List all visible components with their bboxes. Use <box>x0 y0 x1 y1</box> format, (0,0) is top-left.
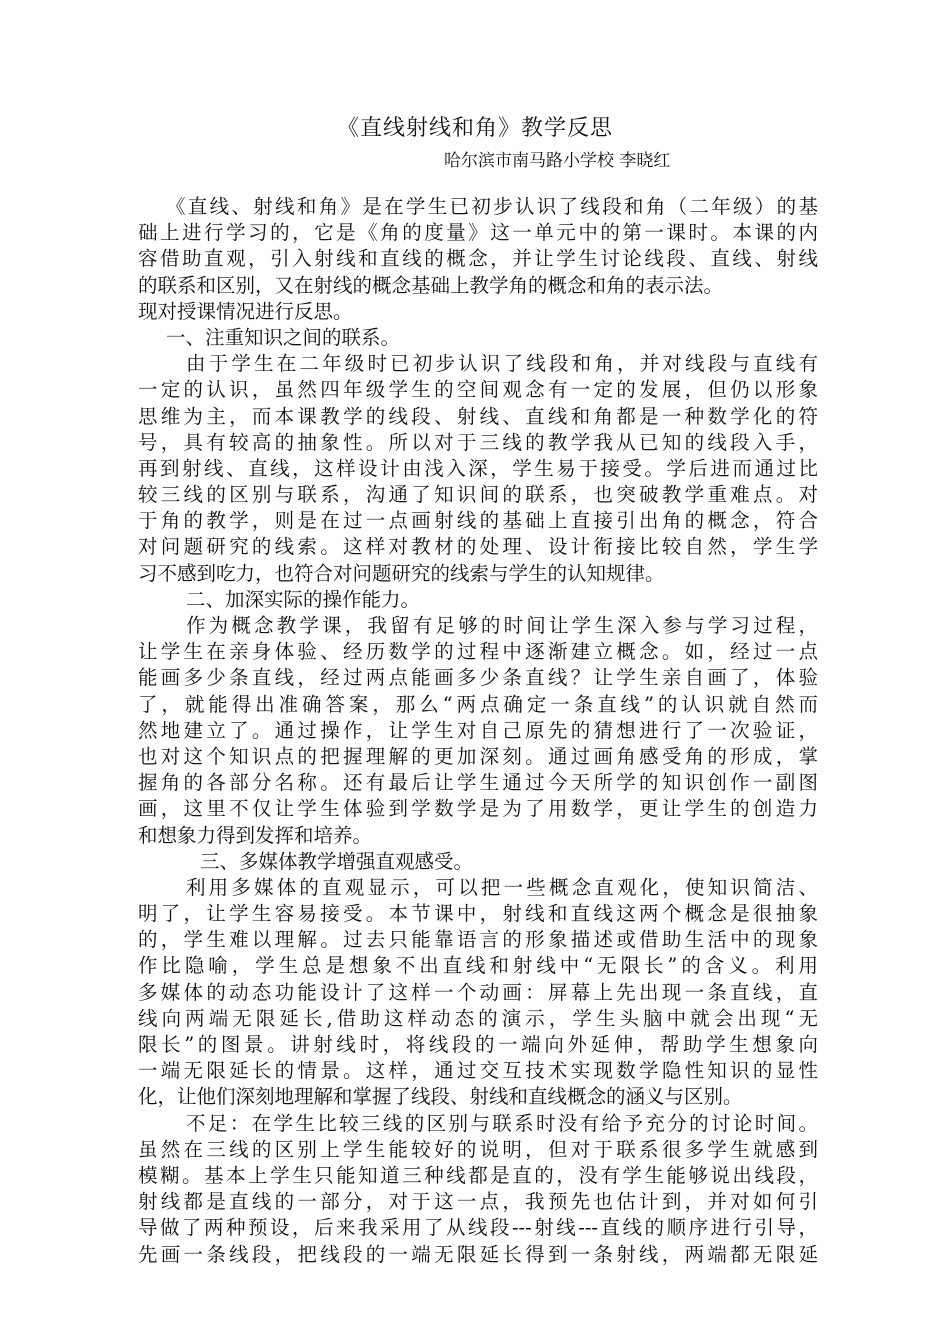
text-line: 虽然在三线的区别上学生能较好的说明，但对于联系很多学生就感到 <box>138 1137 818 1161</box>
text-line: 容借助直观，引入射线和直线的概念，并让学生讨论线段、直线、射线 <box>138 247 818 271</box>
text-line: 然地建立了。通过操作，让学生对自己原先的猜想进行了一次验证， <box>138 718 818 742</box>
text-line: 先画一条线段，把线段的一端无限延长得到一条射线，两端都无限延 <box>138 1242 818 1266</box>
text-line: 化，让他们深刻地理解和掌握了线段、射线和直线概念的涵义与区别。 <box>138 1085 743 1109</box>
text-line: 现对授课情况进行反思。 <box>138 299 353 323</box>
text-line: 限长”的图景。讲射线时，将线段的一端向外延伸，帮助学生想象向 <box>138 1033 818 1056</box>
document-body <box>138 194 818 1268</box>
text-line: 能画多少条直线，经过两点能画多少条直线？让学生亲自画了，体验 <box>138 666 818 690</box>
text-line: 由于学生在二年级时已初步认识了线段和角，并对线段与直线有 <box>186 352 818 376</box>
text-line: 不足：在学生比较三线的区别与联系时没有给予充分的讨论时间。 <box>186 1111 818 1135</box>
text-line: 较三线的区别与联系，沟通了知识间的联系，也突破教学重难点。对 <box>138 483 818 507</box>
text-line: 射线都是直线的一部分，对于这一点，我预先也估计到，并对如何引 <box>138 1190 818 1214</box>
text-line: 《直线、射线和角》是在学生已初步认识了线段和角（二年级）的基 <box>166 195 818 218</box>
text-line: 作为概念教学课，我留有足够的时间让学生深入参与学习过程， <box>186 614 818 637</box>
text-line: 利用多媒体的直观显示，可以把一些概念直观化，使知识简洁、 <box>186 875 818 899</box>
author-byline: 哈尔滨市南马路小学校 李晓红 <box>444 151 671 171</box>
text-line: 的联系和区别，又在射线的概念基础上教学角的概念和角的表示法。 <box>138 273 724 297</box>
text-line: 多媒体的动态功能设计了这样一个动画：屏幕上先出现一条直线，直 <box>138 980 818 1004</box>
text-line: 的，学生难以理解。过去只能靠语言的形象描述或借助生活中的现象 <box>138 928 818 952</box>
text-line: 对问题研究的线索。这样对教材的处理、设计衔接比较自然，学生学 <box>138 535 818 559</box>
text-line: 模糊。基本上学生只能知道三种线都是直的，没有学生能够说出线段， <box>138 1163 818 1187</box>
text-line: 画，这里不仅让学生体验到学数学是为了用数学，更让学生的创造力 <box>138 797 818 821</box>
section-heading: 三、多媒体教学增强直观感受。 <box>200 849 474 873</box>
text-line: 了，就能得出准确答案，那么“两点确定一条直线”的认识就自然而 <box>138 692 818 716</box>
text-line: 让学生在亲身体验、经历数学的过程中逐渐建立概念。如，经过一点 <box>138 640 818 664</box>
document-title: 《直线射线和角》教学反思 <box>336 116 613 141</box>
text-line: 和想象力得到发挥和培养。 <box>138 823 373 847</box>
text-line: 再到射线、直线，这样设计由浅入深，学生易于接受。学后进而通过比 <box>138 456 818 480</box>
section-heading: 二、加深实际的操作能力。 <box>186 587 421 611</box>
text-line: 握角的各部分名称。还有最后让学生通过今天所学的知识创作一副图 <box>138 771 818 795</box>
text-line: 线向两端无限延长,借助这样动态的演示，学生头脑中就会出现“无 <box>138 1006 818 1030</box>
text-line: 一定的认识，虽然四年级学生的空间观念有一定的发展，但仍以形象 <box>138 378 818 402</box>
section-heading: 一、注重知识之间的联系。 <box>166 325 401 349</box>
text-line: 作比隐喻，学生总是想象不出直线和射线中“无限长”的含义。利用 <box>138 954 818 978</box>
text-line: 于角的教学，则是在过一点画射线的基础上直接引出角的概念，符合 <box>138 509 818 533</box>
text-line: 础上进行学习的，它是《角的度量》这一单元中的第一课时。本课的内 <box>138 221 818 245</box>
text-line: 也对这个知识点的把握理解的更加深刻。通过画角感受角的形成，掌 <box>138 744 818 768</box>
text-line: 思维为主，而本课教学的线段、射线、直线和角都是一种数学化的符 <box>138 404 818 428</box>
text-line: 号，具有较高的抽象性。所以对于三线的教学我从已知的线段入手， <box>138 430 818 454</box>
text-line: 导做了两种预设，后来我采用了从线段---射线---直线的顺序进行引导， <box>138 1216 818 1240</box>
text-line: 一端无限延长的情景。这样，通过交互技术实现数学隐性知识的显性 <box>138 1059 818 1083</box>
text-line: 明了，让学生容易接受。本节课中，射线和直线这两个概念是很抽象 <box>138 902 818 926</box>
text-line: 习不感到吃力，也符合对问题研究的线索与学生的认知规律。 <box>138 561 665 585</box>
